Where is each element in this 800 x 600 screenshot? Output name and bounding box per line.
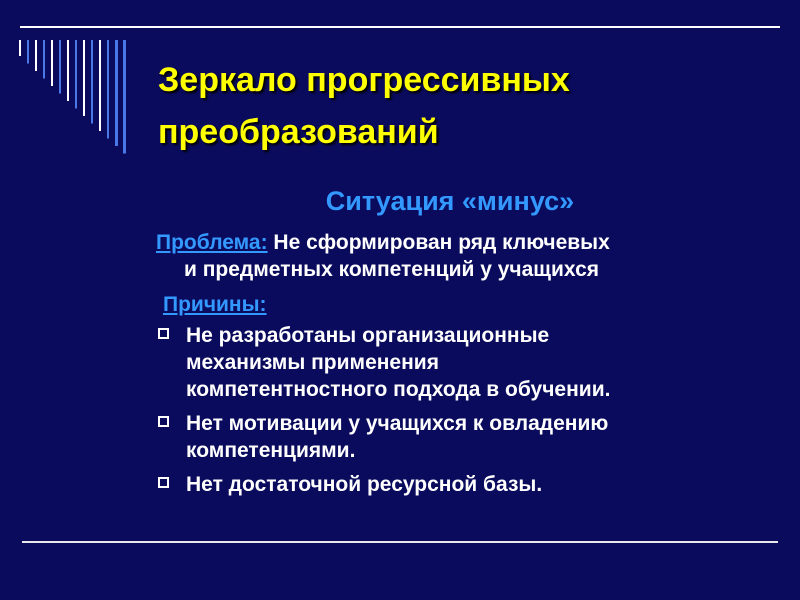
hollow-square-icon [158, 477, 169, 488]
reasons-list [156, 322, 776, 505]
decor-stripe [75, 40, 77, 109]
hollow-square-icon [158, 328, 169, 339]
decor-stripe [91, 40, 93, 124]
list-item [156, 410, 776, 464]
decor-stripe [123, 40, 126, 154]
title-line-2: преобразований [158, 113, 439, 151]
decor-stripe [99, 40, 101, 131]
hollow-square-icon [158, 416, 169, 427]
decorative-stripes [0, 0, 140, 170]
problem-statement [156, 229, 756, 283]
decor-stripe [115, 40, 118, 146]
reason-1-line-1: Не разработаны организационные [186, 324, 550, 347]
problem-label: Проблема: [156, 231, 268, 254]
reason-3-line-1: Нет достаточной ресурсной базы. [186, 473, 543, 496]
decor-stripe [107, 40, 109, 139]
slide-title [158, 54, 758, 158]
problem-text-line-1: Не сформирован ряд ключевых [267, 231, 610, 254]
decor-stripe [35, 40, 37, 71]
title-line-1: Зеркало прогрессивных [158, 61, 570, 99]
slide-subtitle: Ситуация «минус» [325, 186, 575, 216]
bottom-divider [22, 541, 778, 543]
decor-stripe [51, 40, 53, 86]
reason-2-line-2: компетенциями. [186, 439, 356, 462]
problem-text-line-2: и предметных компетенций у учащихся [184, 258, 600, 281]
decor-stripe [27, 40, 29, 64]
reason-1-line-3: компетентностного подхода в обучении. [186, 378, 611, 401]
decor-stripe [43, 40, 45, 79]
reason-2-line-1: Нет мотивации у учащихся к овладению [186, 412, 609, 435]
decor-stripe [19, 40, 21, 56]
decor-stripe [67, 40, 69, 101]
list-item [156, 322, 776, 403]
reason-1-line-2: механизмы применения [186, 351, 439, 374]
reasons-label: Причины: [163, 293, 267, 316]
decor-stripe [83, 40, 85, 116]
decor-stripe [59, 40, 61, 94]
list-item [156, 471, 776, 498]
